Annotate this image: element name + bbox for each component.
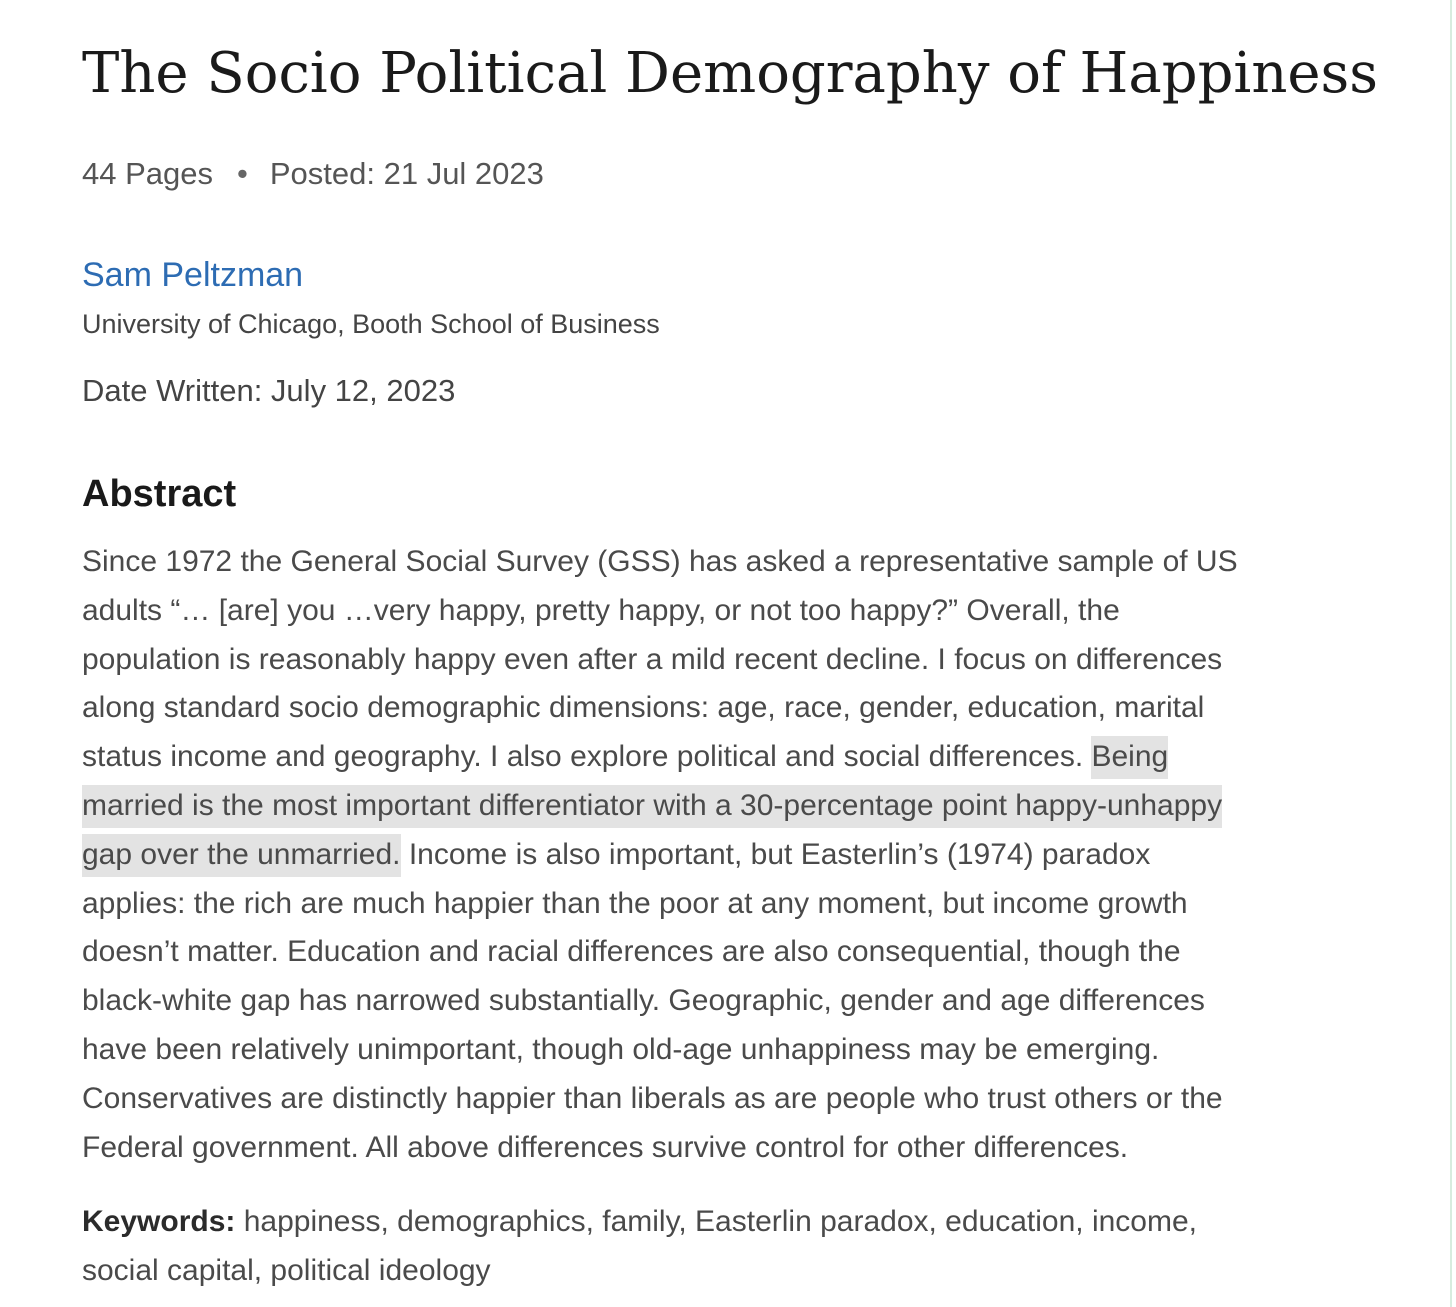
right-border — [1450, 0, 1452, 1307]
paper-title: The Socio Political Demography of Happiness — [82, 41, 1379, 106]
abstract-line: black-white gap has narrowed substantially. Geographic, gender and age differences — [82, 984, 1205, 1018]
abstract-line: along standard socio demographic dimensions: age, race, gender, education, marital — [82, 691, 1205, 725]
page-count: 44 Pages — [82, 156, 213, 191]
abstract-line: have been relatively unimportant, though old-age unhappiness may be emerging. — [82, 1032, 1160, 1066]
abstract-line: adults “… [are] you …very happy, pretty happy, or not too happy?” Overall, the — [82, 593, 1120, 627]
keywords-label: Keywords: — [82, 1205, 236, 1238]
highlighted-text: Being — [1091, 736, 1168, 779]
author-affiliation: University of Chicago, Booth School of Business — [82, 309, 660, 339]
abstract-text — [82, 538, 1382, 1172]
highlighted-text: married is the most important differentiator with a 30-percentage point happy-unhappy — [82, 785, 1222, 828]
abstract-heading: Abstract — [82, 473, 237, 515]
abstract-line: Federal government. All above differences survive control for other differences. — [82, 1130, 1129, 1164]
abstract-line: Conservatives are distinctly happier than liberals as are people who trust others or the — [82, 1081, 1223, 1115]
abstract-line: population is reasonably happy even after a mild recent decline. I focus on differences — [82, 642, 1223, 676]
abstract-text-segment: status income and geography. I also explore political and social differences. — [82, 740, 1092, 774]
keywords-line — [82, 1198, 1382, 1247]
paper-meta — [82, 152, 544, 196]
meta-separator: • — [237, 156, 248, 191]
abstract-line: doesn’t matter. Education and racial differences are also consequential, though the — [82, 935, 1181, 969]
highlighted-text: gap over the unmarried. — [82, 834, 401, 877]
keywords — [82, 1198, 1382, 1296]
abstract-line — [82, 831, 1382, 880]
author-link[interactable]: Sam Peltzman — [82, 256, 304, 294]
posted-date: Posted: 21 Jul 2023 — [269, 156, 544, 191]
abstract-line — [82, 782, 1382, 831]
keywords-line: social capital, political ideology — [82, 1253, 491, 1287]
abstract-line — [82, 733, 1382, 782]
abstract-line: Since 1972 the General Social Survey (GSS) has asked a representative sample of US — [82, 545, 1238, 578]
abstract-line: applies: the rich are much happier than the poor at any moment, but income growth — [82, 886, 1188, 920]
date-written: Date Written: July 12, 2023 — [82, 373, 456, 408]
keywords-list: happiness, demographics, family, Easterlin paradox, education, income, — [235, 1205, 1198, 1238]
abstract-text-segment: Income is also important, but Easterlin’s (1974) paradox — [400, 837, 1151, 871]
